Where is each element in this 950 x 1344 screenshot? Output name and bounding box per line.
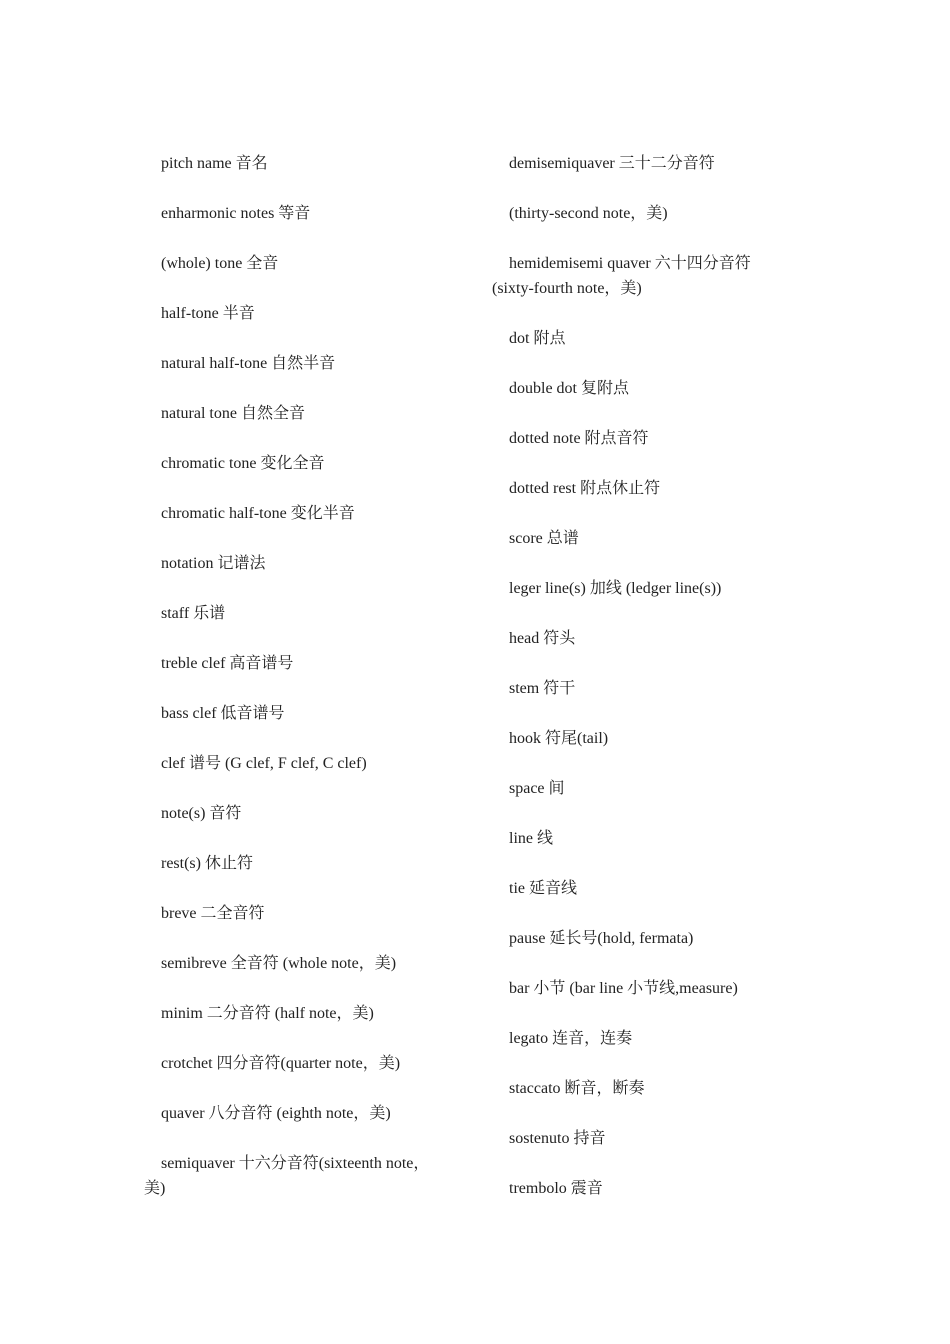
term-entry: breve 二全音符 — [161, 905, 265, 922]
term-entry: (thirty-second note，美) — [509, 205, 668, 222]
term-entry: quaver 八分音符 (eighth note，美) — [161, 1105, 391, 1122]
term-entry: semiquaver 十六分音符(sixteenth note，美) — [144, 1155, 430, 1197]
term-entry: leger line(s) 加线 (ledger line(s)) — [509, 580, 722, 597]
term-entry: dotted note 附点音符 — [509, 430, 649, 447]
term-entry: hook 符尾(tail) — [509, 730, 609, 747]
term-entry: rest(s) 休止符 — [161, 855, 253, 872]
term-entry: legato 连音，连奏 — [509, 1030, 633, 1047]
term-entry: space 间 — [509, 780, 565, 797]
term-entry: dotted rest 附点休止符 — [509, 480, 661, 497]
term-entry: crotchet 四分音符(quarter note，美) — [161, 1055, 401, 1072]
term-entry: head 符头 — [509, 630, 576, 647]
term-entry: line 线 — [509, 830, 553, 847]
term-entry: demisemiquaver 三十二分音符 — [509, 155, 715, 172]
term-entry: dot 附点 — [509, 330, 566, 347]
term-entry: semibreve 全音符 (whole note，美) — [161, 955, 397, 972]
term-entry: pitch name 音名 — [161, 155, 268, 172]
term-entry: enharmonic notes 等音 — [161, 205, 311, 222]
term-entry: bass clef 低音谱号 — [161, 705, 285, 722]
term-entry: half-tone 半音 — [161, 305, 255, 322]
term-entry: sostenuto 持音 — [509, 1130, 606, 1147]
term-entry: hemidemisemi quaver 六十四分音符 (sixty-fourth note，美) — [492, 255, 751, 297]
term-entry: score 总谱 — [509, 530, 579, 547]
term-entry: natural tone 自然全音 — [161, 405, 305, 422]
left-column — [144, 151, 444, 1226]
term-entry: chromatic half-tone 变化半音 — [161, 505, 355, 522]
term-entry: chromatic tone 变化全音 — [161, 455, 325, 472]
term-entry: pause 延长号(hold, fermata) — [509, 930, 694, 947]
term-entry: (whole) tone 全音 — [161, 255, 279, 272]
term-entry: tie 延音线 — [509, 880, 577, 897]
term-entry: bar 小节 (bar line 小节线,measure) — [509, 980, 738, 997]
term-entry: staccato 断音，断奏 — [509, 1080, 645, 1097]
term-entry: natural half-tone 自然半音 — [161, 355, 336, 372]
right-column — [492, 151, 782, 1226]
term-entry: minim 二分音符 (half note，美) — [161, 1005, 374, 1022]
term-entry: staff 乐谱 — [161, 605, 226, 622]
term-entry: treble clef 高音谱号 — [161, 655, 294, 672]
term-entry: clef 谱号 (G clef, F clef, C clef) — [161, 755, 367, 772]
term-entry: note(s) 音符 — [161, 805, 242, 822]
term-entry: notation 记谱法 — [161, 555, 266, 572]
term-entry: double dot 复附点 — [509, 380, 629, 397]
term-entry: stem 符干 — [509, 680, 576, 697]
term-entry: trembolo 震音 — [509, 1180, 603, 1197]
